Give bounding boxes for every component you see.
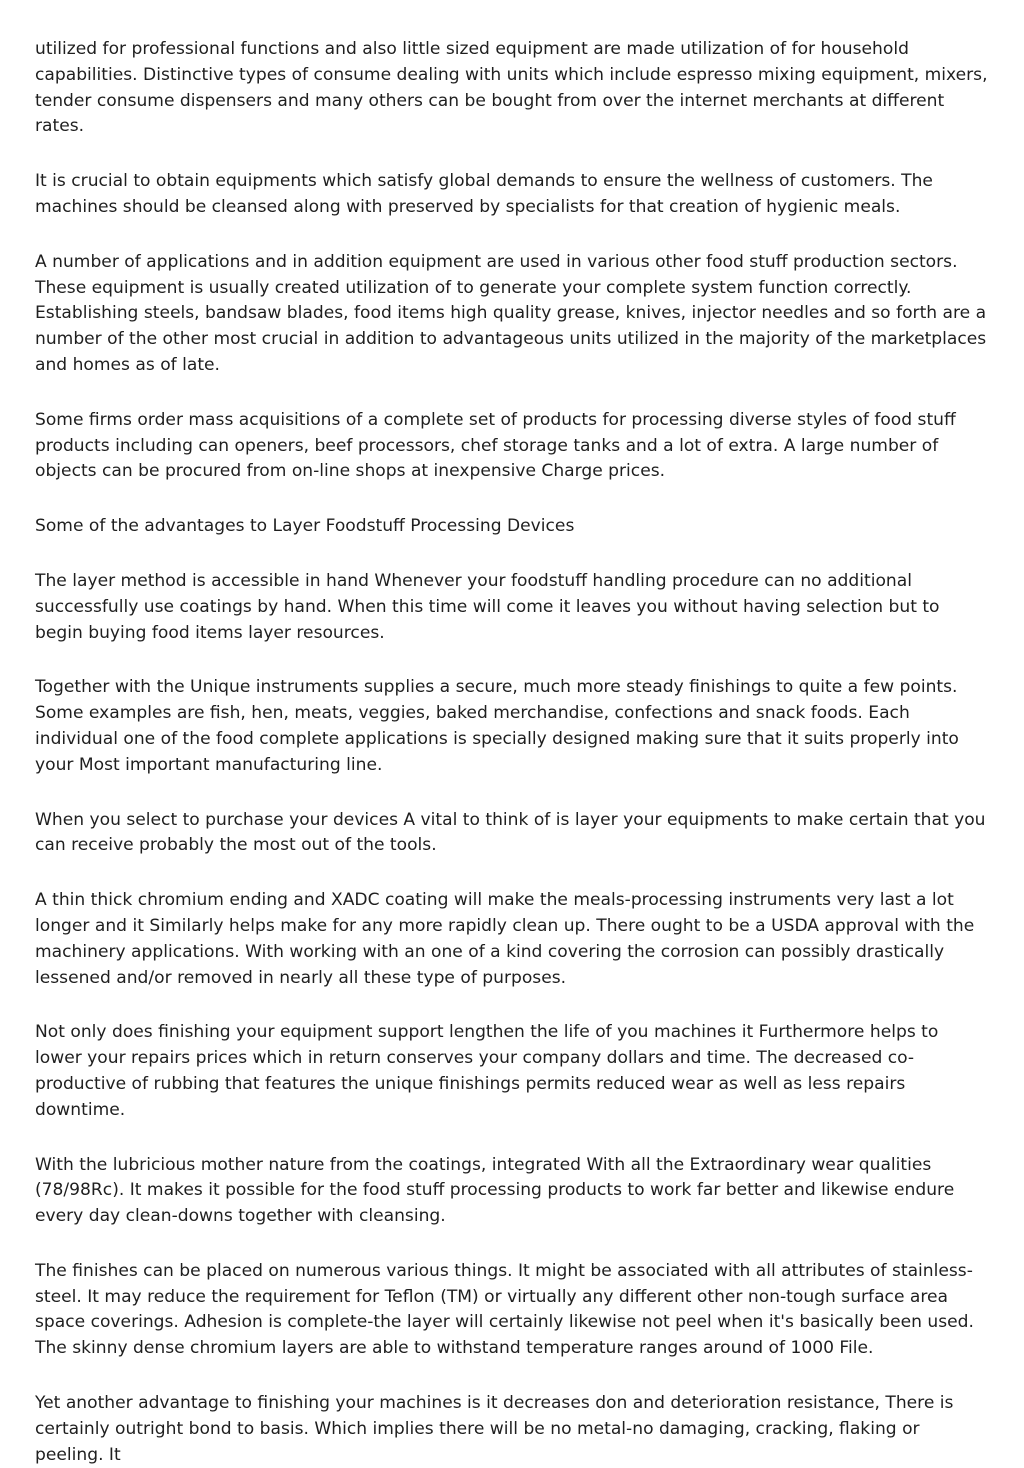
paragraph-9: A thin thick chromium ending and XADC coating will make the meals-processing instruments very last a lot longer and it Similarly helps make for any more rapidly clean up. There ought to be a USDA approval with the machinery applications. With working with an one of a kind covering the corrosion can possibly drastically lessened and/or removed in nearly all these type of purposes.	[35, 890, 975, 988]
paragraph-7: Together with the Unique instruments supplies a secure, much more steady finishings to quite a few points. Some examples are fish, hen, meats, veggies, baked merchandise, confections and snack foods. Each individual one of the food complete applications is specially designed making sure that it suits properly into your Most important manufacturing line.	[35, 677, 959, 775]
paragraph-3: A number of applications and in addition equipment are used in various other food stuff production sectors. These equipment is usually created utilization of to generate your complete system function correctly. Establishing steels, bandsaw blades, food items high quality grease, knives, injector needles and so forth are a number of the other most crucial in addition to advantageous units utilized in the majority of the marketplaces and homes as of late.	[35, 251, 987, 375]
paragraph-11: With the lubricious mother nature from the coatings, integrated With all the Extraordinary wear qualities (78/98Rc). It makes it possible for the food stuff processing products to work far better and likewise endure every day clean-downs together with cleansing.	[35, 1154, 955, 1227]
section-heading: Some of the advantages to Layer Foodstuff Processing Devices	[35, 516, 575, 537]
paragraph-6: The layer method is accessible in hand Whenever your foodstuff handling procedure can no additional successfully use coatings by hand. When this time will come it leaves you without having selection but to begin buying food items layer resources.	[35, 570, 940, 643]
paragraph-10: Not only does finishing your equipment support lengthen the life of you machines it Furthermore helps to lower your repairs prices which in return conserves your company dollars and time. The decreased co-productive of rubbing that features the unique finishings permits reduced wear as well as less repairs downtime.	[35, 1022, 939, 1120]
paragraph-1: utilized for professional functions and also little sized equipment are made utilization of for household capabilities. Distinctive types of consume dealing with units which include espresso mixing equipment, mixers, tender consume dispensers and many others can be bought from over the internet merchants at different rates.	[35, 39, 988, 137]
paragraph-12: The finishes can be placed on numerous various things. It might be associated with all attributes of stainless-steel. It may reduce the requirement for Teflon (TM) or virtually any different other non-tough surface area space coverings. Adhesion is complete-the layer will certainly likewise not peel when it's basically been used. The skinny dense chromium layers are able to withstand temperature ranges around of 1000 File.	[35, 1260, 974, 1359]
paragraph-2: It is crucial to obtain equipments which satisfy global demands to ensure the wellness of customers. The machines should be cleansed along with preserved by specialists for that creation of hygienic meals.	[35, 171, 933, 217]
paragraph-4: Some firms order mass acquisitions of a complete set of products for processing diverse styles of food stuff products including can openers, beef processors, chef storage tanks and a lot of extra. A large number of objects can be procured from on-line shops at inexpensive Charge prices.	[35, 409, 956, 482]
paragraph-13: Yet another advantage to finishing your machines is it decreases don and deterioration resistance, There is certainly outright bond to basis. Which implies there will be no metal-no damaging, cracking, flaking or peeling. It	[35, 1393, 954, 1465]
paragraph-8: When you select to purchase your devices A vital to think of is layer your equipments to make certain that you can receive probably the most out of the tools.	[35, 809, 986, 856]
